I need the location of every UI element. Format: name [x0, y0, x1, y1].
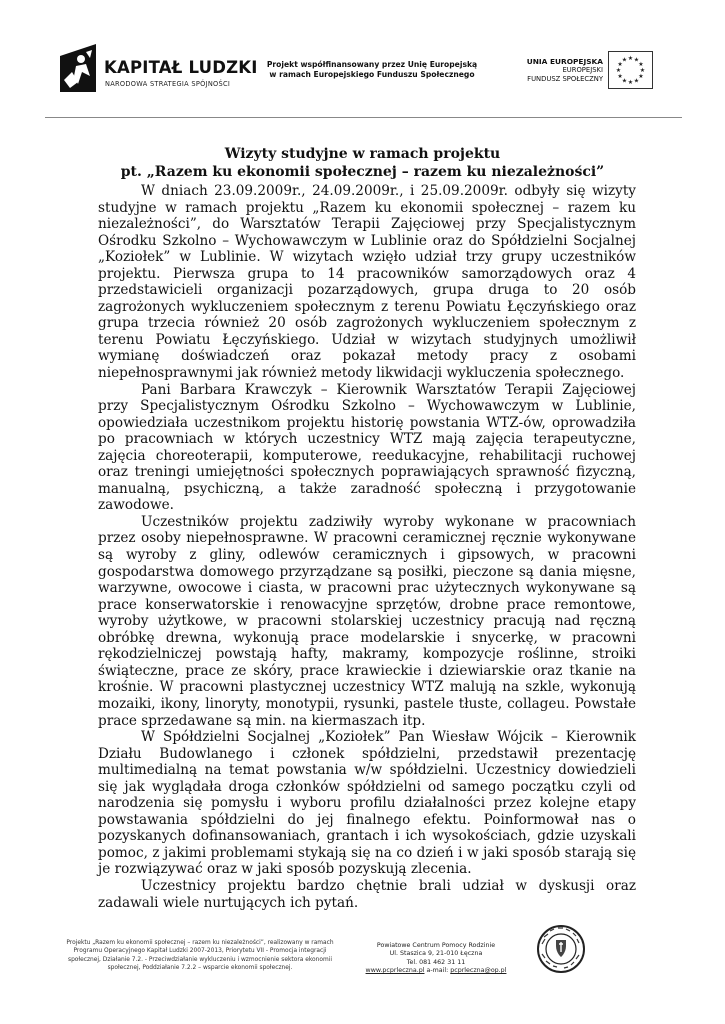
eu-fund-label: [498, 57, 603, 85]
eu-flag-icon: [608, 51, 653, 89]
eu-star-icon: ★: [639, 67, 646, 74]
page-title: [60, 146, 665, 181]
org-email-link[interactable]: pcprleczna@op.pl: [450, 967, 507, 975]
org-contact: [356, 967, 516, 975]
org-email-label: a-mail:: [426, 967, 449, 975]
eu-star-icon: ★: [621, 56, 628, 64]
org-address: Ul. Staszica 9, 21-010 Łęczna: [389, 950, 483, 958]
org-name: Powiatowe Centrum Pomocy Rodzinie: [376, 942, 496, 949]
kapital-ludzki-title: KAPITAŁ LUDZKI: [104, 58, 258, 77]
kapital-ludzki-subtitle: NARODOWA STRATEGIA SPÓJNOŚCI: [105, 80, 231, 88]
eu-line-1: UNIA EUROPEJSKA: [526, 57, 603, 66]
footer-left-line-1: Projektu „Razem ku ekonomii społecznej – razem ku niezależności”, realizowany w ramach: [66, 940, 334, 946]
eu-line-2: EUROPEJSKI: [562, 66, 603, 75]
paragraph-4: W Spółdzielni Socjalnej „Koziołek” Pan Wiesław Wójcik – Kierownik Działu Budowlanego i członek spółdzielni, przedstawił prezentację multimedialną na temat powstania w/w spółdzielni. Uczestnicy dowiedzieli się jak wyglądała droga członków spółdzielni od samego początku czyli od narodzenia się pomysłu i wyboru profilu działalności przez kolejne etapy powstawania spółdzielni do jej finalnego efektu. Poinformował nas o pozyskanych dofinansowaniach, grantach i ich wysokościach, gdzie uzyskali pomoc, z jakimi problemami stykają się na co dzień i w jaki sposób starają się je rozwiązywać oraz w jaki sposób pozyskują zlecenia.: [98, 729, 636, 878]
org-phone: Tel. 081 462 31 11: [406, 958, 466, 966]
paragraph-1: W dniach 23.09.2009r., 24.09.2009r., i 25.09.2009r. odbyły się wizyty studyjne w ramach projektu „Razem ku ekonomii społecznej – razem ku niezależności”, do Warsztatów Terapii Zajęciowej przy Specjalistycznym Ośrodku Szkolno – Wychowawczym w Lublinie oraz do Spółdzielni Socjalnej „Koziołek” w Lublinie. W wizytach wzięło udział trzy grupy uczestników projektu. Pierwsza grupa to 14 pracowników samorządowych oraz 4 przedstawicieli organizacji pozarządowych, grupa druga to 20 osób zagrożonych wykluczeniem społecznym z terenu Powiatu Łęczyńskiego oraz grupa trzecia również 20 osób zagrożonych wykluczeniem społecznym z terenu Powiatu Łęczyńskiego. Udział w wizytach studyjnych umożliwił wymianę doświadczeń oraz pokazał metody pracy z osobami niepełnosprawnymi jak również metody likwidacji wykluczenia społecznego.: [98, 183, 636, 382]
header-divider: [45, 117, 682, 118]
eu-star-icon: ★: [627, 55, 634, 62]
footer-left-line-4: społecznej, Poddziałanie 7.2.2 – wsparcie ekonomii społecznej.: [107, 965, 293, 972]
title-line-1: Wizyty studyjne w ramach projektu: [224, 146, 501, 162]
cofinance-line-2: w ramach Europejskiego Funduszu Społecznego: [269, 70, 475, 79]
paragraph-3: Uczestników projektu zadziwiły wyroby wykonane w pracowniach przez osoby niepełnosprawne. W pracowni ceramicznej ręcznie wykonywane są wyroby z gliny, odlewów ceramicznych i gipsowych, w pracowni gospodarstwa domowego przyrządzane są posiłki, pieczone są dania mięsne, warzywne, owocowe i ciasta, w pracowni prac użytecznych wykonywane są prace konserwatorskie i renowacyjne sprzętów, drobne prace remontowe, wyroby użytkowe, w pracowni stolarskiej uczestnicy pracują nad ręczną obróbkę drewna, wykonują prace modelarskie i snycerkę, w pracowni rękodzielniczej powstają hafty, makramy, kompozycje roślinne, stroiki świąteczne, prace ze skóry, prace krawieckie i dziewiarskie oraz tkanie na krośnie. W pracowni plastycznej uczestnicy WTZ malują na szkle, wykonują mozaiki, ikony, linoryty, monotypii, rysunki, pastele tłuste, collageu. Powstałe prace sprzedawane są min. na kiermaszach itp.: [98, 513, 636, 729]
eu-star-icon: ★: [633, 56, 640, 64]
footer-left-line-2: Programu Operacyjnego Kapitał Ludzki 2007-2013, Priorytetu VII - Promocja integracji: [73, 948, 327, 955]
org-website-link[interactable]: www.pcprleczna.pl: [365, 967, 425, 975]
paragraph-5: Uczestnicy projektu bardzo chętnie brali udział w dyskusji oraz zadawali wiele nurtujących ich pytań.: [98, 877, 636, 911]
eu-star-icon: ★: [621, 77, 628, 85]
document-header: [0, 0, 725, 118]
pcpr-seal-icon: [536, 924, 586, 974]
eu-star-icon: ★: [615, 67, 622, 74]
eu-star-icon: ★: [638, 61, 644, 68]
eu-line-3: FUNDUSZ SPOŁECZNY: [527, 75, 603, 84]
footer-left-line-3: społecznej, Działanie 7.2. - Przeciwdziałanie wykluczeniu i wzmocnienie sektora ekonomii: [68, 956, 332, 963]
footer-organization: [356, 942, 516, 976]
eu-star-icon: ★: [638, 73, 644, 80]
footer-program-info: [50, 939, 350, 973]
paragraph-2: Pani Barbara Krawczyk – Kierownik Warsztatów Terapii Zajęciowej przy Specjalistycznym Ośrodku Szkolno – Wychowawczym w Lublinie, opowiedziała uczestnikom projektu historię powstania WTZ-ów, oprowadziła po pracowniach w których uczestnicy WTZ mają zajęcia terapeutyczne, zajęcia choreoterapii, komputerowe, reedukacyjne, rehabilitacji ruchowej oraz treningi umiejętności społecznych poprawiających sprawność fizyczną, manualną, psychiczną, a także zaradność społeczną i przygotowanie zawodowe.: [98, 381, 636, 514]
eu-star-icon: ★: [633, 77, 640, 85]
cofinance-note: [262, 60, 482, 80]
title-line-2: pt. „Razem ku ekonomii społecznej – razem ku niezależności”: [120, 163, 605, 180]
cofinance-line-1: Projekt współfinansowany przez Unię Europejską: [266, 60, 478, 69]
eu-star-icon: ★: [617, 73, 623, 80]
article-body: [98, 183, 636, 911]
eu-star-icon: ★: [627, 79, 634, 86]
eu-star-icon: ★: [617, 61, 623, 68]
kapital-ludzki-figure-icon: [56, 42, 100, 94]
